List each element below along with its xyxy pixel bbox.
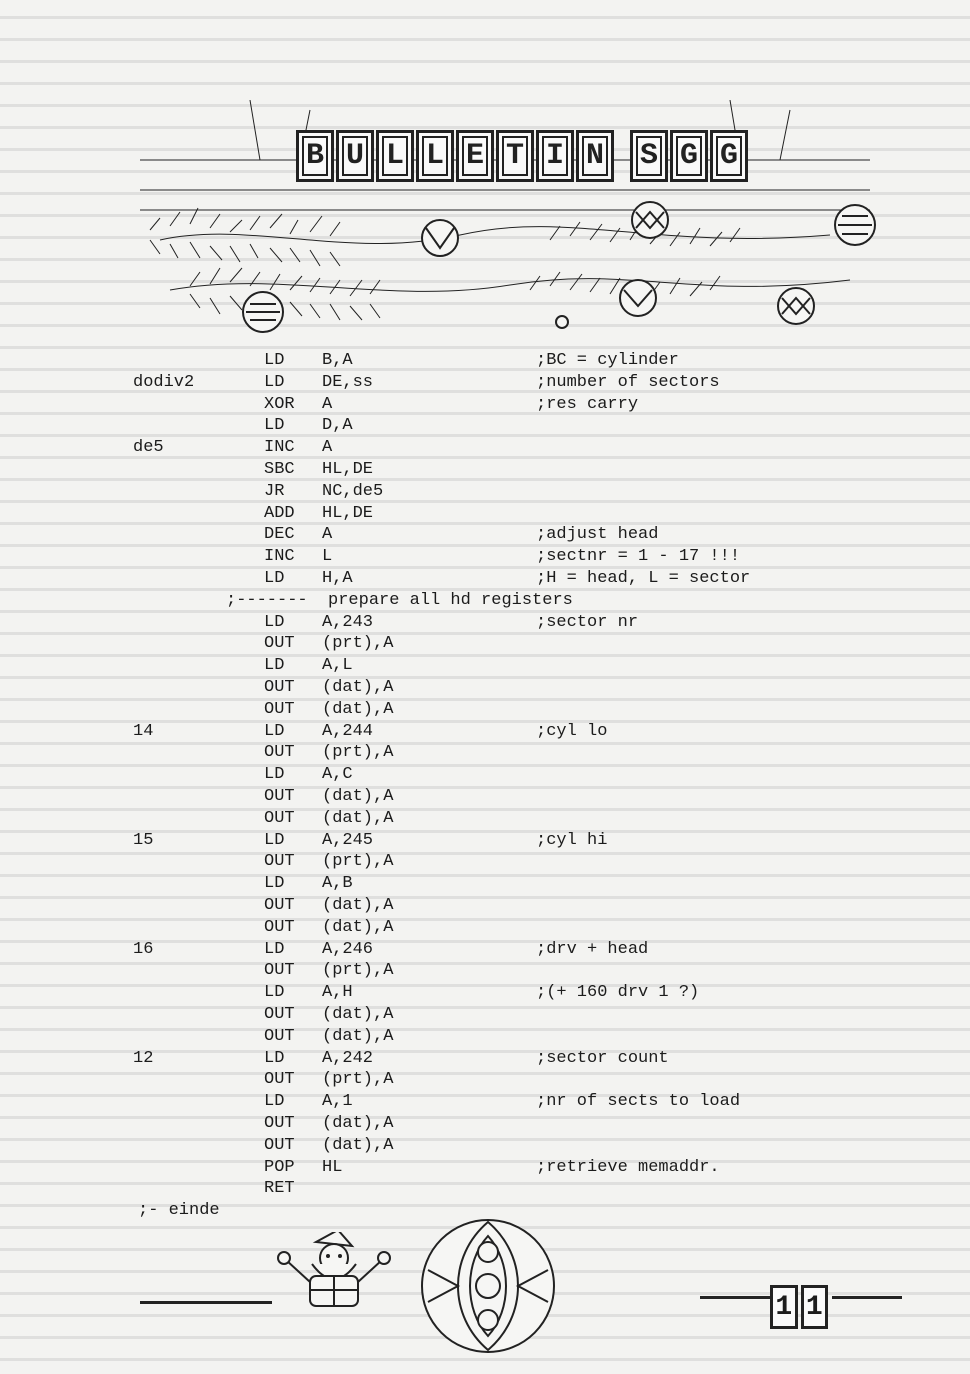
code-line — [0, 350, 970, 372]
code-line — [0, 372, 970, 394]
code-opcode: LD — [264, 983, 285, 1003]
code-operand: A,242 — [322, 1048, 374, 1068]
code-line — [0, 1091, 970, 1113]
code-opcode: OUT — [264, 917, 295, 937]
code-comment: ;BC = cylinder — [536, 351, 679, 370]
code-opcode: OUT — [264, 743, 295, 763]
code-line — [0, 481, 970, 503]
code-operand: HL,DE — [322, 460, 374, 479]
code-operand: (dat),A — [322, 1114, 394, 1133]
banner-letter: L — [376, 130, 414, 182]
code-line — [0, 415, 970, 437]
code-operand: A,B — [322, 874, 353, 894]
code-opcode: SBC — [264, 460, 295, 479]
code-opcode: LD — [264, 939, 285, 959]
code-line — [0, 612, 970, 634]
code-opcode: LD — [264, 416, 285, 436]
code-opcode: OUT — [264, 678, 295, 697]
code-opcode: OUT — [264, 787, 295, 806]
code-opcode: INC — [264, 547, 295, 567]
code-opcode: LD — [264, 351, 285, 370]
code-line — [0, 568, 970, 590]
code-operand: (dat),A — [322, 896, 394, 915]
code-line — [0, 503, 970, 525]
code-line — [0, 742, 970, 764]
code-line — [0, 633, 970, 655]
code-line — [0, 699, 970, 721]
page-number-digit: 1 — [801, 1285, 829, 1329]
code-operand: A,243 — [322, 612, 374, 632]
code-opcode: OUT — [264, 1026, 295, 1046]
santa-claus-illustration — [272, 1232, 402, 1312]
page-number-digit: 1 — [770, 1285, 798, 1329]
code-line — [0, 982, 970, 1004]
code-line — [0, 394, 970, 416]
code-operand: (dat),A — [322, 787, 394, 806]
code-line — [0, 655, 970, 677]
code-opcode: OUT — [264, 961, 295, 981]
code-end-comment: ;- einde — [138, 1201, 220, 1221]
banner-letter: E — [456, 130, 494, 182]
banner-letter: T — [496, 130, 534, 182]
footer-rule-right-a — [700, 1296, 770, 1299]
code-line — [0, 721, 970, 743]
code-operand: B,A — [322, 351, 353, 370]
code-operand: (prt),A — [322, 852, 394, 872]
code-operand: A,C — [322, 765, 353, 785]
footer-rule-left — [140, 1301, 272, 1304]
code-line — [0, 459, 970, 481]
code-line — [0, 873, 970, 895]
code-operand: (dat),A — [322, 808, 394, 828]
code-comment: ;cyl lo — [536, 721, 608, 741]
code-comment: ;H = head, L = sector — [536, 569, 751, 588]
banner-letter: N — [576, 130, 614, 182]
code-operand: A,1 — [322, 1092, 353, 1112]
code-line — [0, 1157, 970, 1179]
code-line — [0, 590, 970, 612]
code-operand: A — [322, 394, 333, 414]
code-operand: (dat),A — [322, 699, 394, 719]
code-operand: A,244 — [322, 721, 374, 741]
code-line — [0, 960, 970, 982]
code-operand: (dat),A — [322, 917, 394, 937]
code-opcode: OUT — [264, 634, 295, 654]
code-comment: ;number of sectors — [536, 372, 720, 392]
code-operand: L — [322, 547, 333, 567]
code-line — [0, 1004, 970, 1026]
code-opcode: OUT — [264, 1114, 295, 1133]
code-operand: A,L — [322, 656, 353, 676]
code-label: de5 — [133, 438, 164, 458]
code-opcode: RET — [264, 1179, 295, 1199]
code-operand: (dat),A — [322, 1026, 394, 1046]
code-comment: ;nr of sects to load — [536, 1092, 741, 1112]
code-opcode: OUT — [264, 1005, 295, 1024]
code-operand: HL,DE — [322, 503, 374, 523]
code-comment: ;drv + head — [536, 939, 649, 959]
code-operand: A — [322, 525, 333, 545]
code-opcode: LD — [264, 656, 285, 676]
code-operand: NC,de5 — [322, 481, 384, 501]
banner-letter: S — [630, 130, 668, 182]
code-operand: (prt),A — [322, 961, 394, 981]
code-line — [0, 1113, 970, 1135]
code-opcode: LD — [264, 372, 285, 392]
code-line — [0, 917, 970, 939]
code-opcode: DEC — [264, 525, 295, 545]
code-line — [0, 1069, 970, 1091]
code-line — [0, 939, 970, 961]
code-opcode: OUT — [264, 852, 295, 872]
banner-letter: U — [336, 130, 374, 182]
code-opcode: LD — [264, 765, 285, 785]
code-line — [0, 546, 970, 568]
code-opcode: LD — [264, 569, 285, 588]
bulletin-sgg-banner — [296, 130, 748, 182]
code-opcode: LD — [264, 721, 285, 741]
code-operand: (prt),A — [322, 1070, 394, 1090]
code-opcode: JR — [264, 481, 285, 501]
code-opcode: LD — [264, 612, 285, 632]
code-operand: D,A — [322, 416, 353, 436]
code-operand: (dat),A — [322, 1005, 394, 1024]
code-comment: ;sector nr — [536, 612, 639, 632]
code-line — [0, 437, 970, 459]
code-line — [0, 830, 970, 852]
code-operand: (prt),A — [322, 743, 394, 763]
code-operand: DE,ss — [322, 372, 374, 392]
page-number — [770, 1286, 828, 1328]
banner-letter: I — [536, 130, 574, 182]
code-line — [0, 895, 970, 917]
code-opcode: XOR — [264, 394, 295, 414]
banner-letter: B — [296, 130, 334, 182]
code-operand: (prt),A — [322, 634, 394, 654]
code-opcode: OUT — [264, 699, 295, 719]
code-opcode: LD — [264, 1092, 285, 1112]
code-line — [0, 1178, 970, 1200]
code-opcode: POP — [264, 1157, 295, 1177]
code-opcode: OUT — [264, 896, 295, 915]
code-line — [0, 851, 970, 873]
code-line — [0, 786, 970, 808]
code-line — [0, 808, 970, 830]
code-label: 14 — [133, 721, 154, 741]
code-opcode: OUT — [264, 808, 295, 828]
christmas-bauble-illustration — [418, 1216, 558, 1356]
code-opcode: ADD — [264, 503, 295, 523]
code-line — [0, 1135, 970, 1157]
banner-letter: L — [416, 130, 454, 182]
code-comment: ;res carry — [536, 394, 639, 414]
code-operand: (dat),A — [322, 678, 394, 697]
code-line — [0, 524, 970, 546]
code-comment: ;adjust head — [536, 525, 659, 545]
code-section-comment: ;------- prepare all hd registers — [226, 590, 573, 610]
code-label: 15 — [133, 830, 154, 850]
code-label: 12 — [133, 1048, 154, 1068]
code-line — [0, 1048, 970, 1070]
banner-letter: G — [710, 130, 748, 182]
code-comment: ;cyl hi — [536, 830, 608, 850]
code-comment: ;sectnr = 1 - 17 !!! — [536, 547, 741, 567]
code-operand: A,245 — [322, 830, 374, 850]
code-comment: ;sector count — [536, 1048, 669, 1068]
code-opcode: LD — [264, 830, 285, 850]
code-line — [0, 677, 970, 699]
code-label: dodiv2 — [133, 372, 195, 392]
code-opcode: LD — [264, 874, 285, 894]
banner-letter: G — [670, 130, 708, 182]
code-comment: ;retrieve memaddr. — [536, 1157, 720, 1177]
code-line — [0, 764, 970, 786]
code-operand: H,A — [322, 569, 353, 588]
code-operand: A,246 — [322, 939, 374, 959]
code-opcode: INC — [264, 438, 295, 458]
code-opcode: OUT — [264, 1135, 295, 1155]
code-operand: HL — [322, 1157, 343, 1177]
code-operand: A — [322, 438, 333, 458]
footer-rule-right-b — [832, 1296, 902, 1299]
code-operand: A,H — [322, 983, 353, 1003]
code-line — [0, 1026, 970, 1048]
code-label: 16 — [133, 939, 154, 959]
code-operand: (dat),A — [322, 1135, 394, 1155]
code-opcode: OUT — [264, 1070, 295, 1090]
code-opcode: LD — [264, 1048, 285, 1068]
code-comment: ;(+ 160 drv 1 ?) — [536, 983, 700, 1003]
